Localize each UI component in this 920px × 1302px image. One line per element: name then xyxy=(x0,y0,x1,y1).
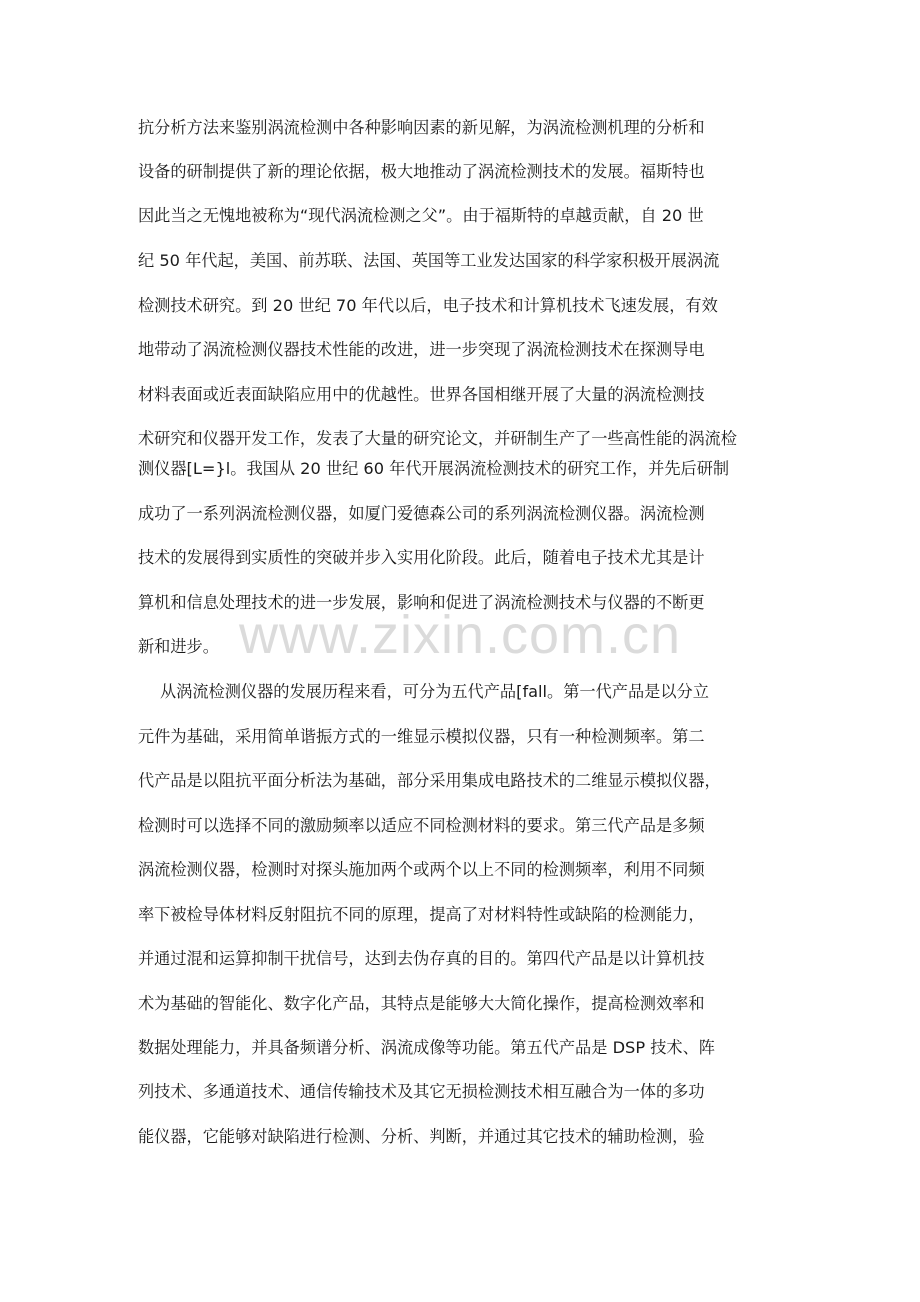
paragraph-line: 能仪器，它能够对缺陷进行检测、分析、判断，并通过其它技术的辅助检测，验 xyxy=(138,1127,705,1146)
paragraph-line: 技术的发展得到实质性的突破并步入实用化阶段。此后，随着电子技术尤其是计 xyxy=(138,548,705,567)
paragraph-line: 涡流检测仪器，检测时对探头施加两个或两个以上不同的检测频率，利用不同频 xyxy=(138,860,705,879)
paragraph-line: 纪 50 年代起，美国、前苏联、法国、英国等工业发达国家的科学家积极开展涡流 xyxy=(138,251,720,270)
paragraph-line: 数据处理能力，并具备频谱分析、涡流成像等功能。第五代产品是 DSP 技术、阵 xyxy=(138,1038,715,1057)
paragraph-line: 术为基础的智能化、数字化产品，其特点是能够大大简化操作，提高检测效率和 xyxy=(138,994,705,1013)
paragraph-line: 测仪器[L=}l。我国从 20 世纪 60 年代开展涡流检测技术的研究工作，并先后研制 xyxy=(138,459,730,478)
paragraph-line: 术研究和仪器开发工作，发表了大量的研究论文，并研制生产了一些高性能的涡流检 xyxy=(138,429,737,448)
paragraph-line: 因此当之无愧地被称为“现代涡流检测之父”。由于福斯特的卓越贡献，自 20 世 xyxy=(138,206,704,225)
paragraph-line: 材料表面或近表面缺陷应用中的优越性。世界各国相继开展了大量的涡流检测技 xyxy=(138,385,705,404)
paragraph-line: 列技术、多通道技术、通信传输技术及其它无损检测技术相互融合为一体的多功 xyxy=(138,1082,705,1101)
paragraph-line: 代产品是以阻抗平面分析法为基础，部分采用集成电路技术的二维显示模拟仪器， xyxy=(138,771,721,790)
paragraph-line-indented: 从涡流检测仪器的发展历程来看，可分为五代产品[fall。第一代产品是以分立 xyxy=(160,682,709,701)
paragraph-line: 算机和信息处理技术的进一步发展，影响和促进了涡流检测技术与仪器的不断更 xyxy=(138,593,705,612)
paragraph-line: 抗分析方法来鉴别涡流检测中各种影响因素的新见解，为涡流检测机理的分析和 xyxy=(138,118,705,137)
paragraph-line: 成功了一系列涡流检测仪器，如厦门爱德森公司的系列涡流检测仪器。涡流检测 xyxy=(138,504,705,523)
paragraph-line: 地带动了涡流检测仪器技术性能的改进，进一步突现了涡流检测技术在探测导电 xyxy=(138,340,705,359)
watermark-text: www.zixin.com.cn xyxy=(238,605,682,665)
paragraph-line: 并通过混和运算抑制干扰信号，达到去伪存真的目的。第四代产品是以计算机技 xyxy=(138,949,705,968)
paragraph-line: 检测技术研究。到 20 世纪 70 年代以后，电子技术和计算机技术飞速发展，有效 xyxy=(138,296,718,315)
paragraph-line: 率下被检导体材料反射阻抗不同的原理，提高了对材料特性或缺陷的检测能力， xyxy=(138,905,705,924)
paragraph-line: 设备的研制提供了新的理论依据，极大地推动了涡流检测技术的发展。福斯特也 xyxy=(138,162,705,181)
paragraph-line: 新和进步。 xyxy=(138,637,219,656)
paragraph-line: 检测时可以选择不同的激励频率以适应不同检测材料的要求。第三代产品是多频 xyxy=(138,816,705,835)
paragraph-line: 元件为基础，采用简单谐振方式的一维显示模拟仪器，只有一种检测频率。第二 xyxy=(138,727,705,746)
